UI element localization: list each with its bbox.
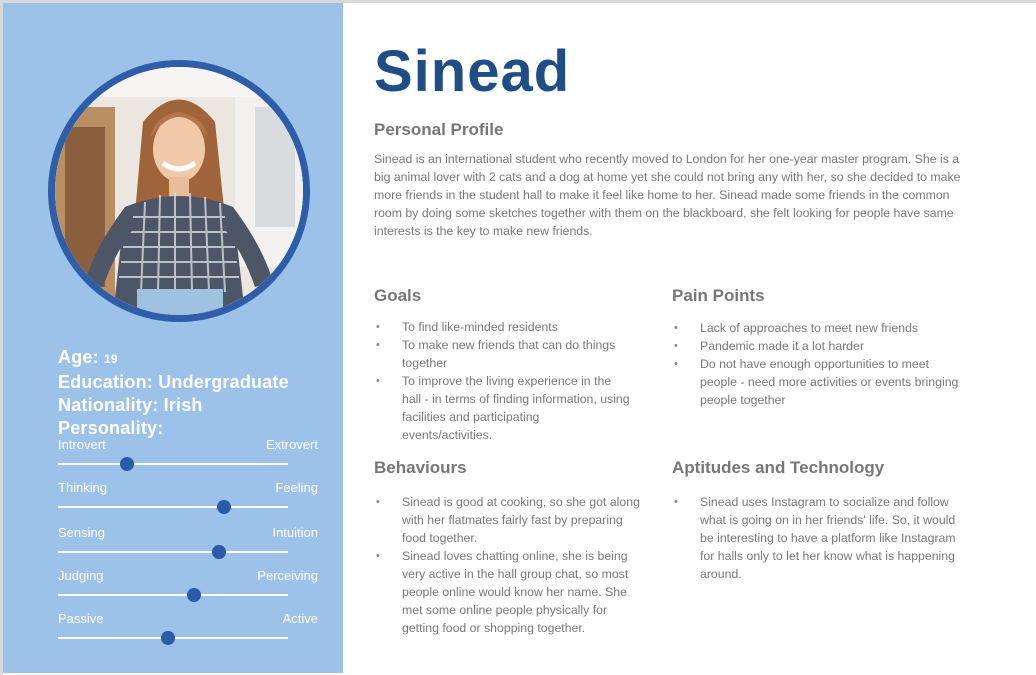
goal-item: • To find like-minded residents [374,318,632,336]
slider-left-label: Thinking [58,480,108,495]
slider-knob [187,588,201,602]
pain-points-list [672,319,962,409]
slider-track [58,551,288,553]
education-line: Education: Undergraduate [58,372,289,392]
slider-left-label: Sensing [58,525,105,540]
aptitude-item: • Sinead uses Instagram to socialize and follow what is going on in her friends' life. So, it would be interesting to have a platform like Instagram for halls only to let her know what is happening around. [672,493,957,583]
slider-right-label: Feeling [275,480,318,495]
goals-list [374,318,632,444]
slider-left-label: Introvert [58,437,106,452]
slider-knob [217,500,231,514]
slider-track [58,463,288,465]
personality-slider [58,568,318,612]
behaviours-heading: Behaviours [374,458,467,477]
slider-knob [161,631,175,645]
slider-track [58,594,288,596]
persona-sidebar [3,3,343,673]
profile-heading: Personal Profile [374,120,504,139]
pain-point-item: • Pandemic made it a lot harder [672,337,962,355]
age-line [58,346,289,371]
personality-slider [58,525,318,569]
slider-right-label: Intuition [272,525,318,540]
profile-text: Sinead is an international student who recently moved to London for her one-year master program. She is a big animal lover with 2 cats and a dog at home yet she could not bring any with her, so she decided to make more friends in the student hall to make it feel like home to her. Sinead made some friends in the common room by doing some sketches together with them on the blackboard, she felt looking for people have same interests is the key to make new friends. [374,152,961,238]
age-label: Age: [58,347,99,367]
persona-facts [58,346,289,440]
slider-left-label: Judging [58,568,104,583]
pain-point-item: • Do not have enough opportunities to meet people - need more activities or events bringing people together [672,355,962,409]
behaviour-item: • Sinead loves chatting online, she is being very active in the hall group chat, so most people online would know her name. She met some online people physically for getting food or shopping together. [374,547,644,637]
aptitudes-list [672,493,957,583]
persona-photo-illustration [55,67,303,315]
behaviours-list [374,493,644,637]
goal-item: • To improve the living experience in the hall - in terms of finding information, using facilities and participating events/activities. [374,372,632,444]
slider-left-label: Passive [58,611,104,626]
aptitudes-heading: Aptitudes and Technology [672,458,885,477]
persona-photo [55,67,303,315]
slider-right-label: Active [282,611,318,626]
nationality-line: Nationality: Irish [58,395,203,415]
personality-slider [58,611,318,655]
slider-knob [212,545,226,559]
age-value: 19 [104,352,118,366]
personality-slider [58,437,318,481]
slider-track [58,506,288,508]
avatar [48,60,310,322]
pain-points-heading: Pain Points [672,286,765,305]
pain-point-item: • Lack of approaches to meet new friends [672,319,962,337]
behaviour-item: • Sinead is good at cooking, so she got along with her flatmates fairly fast by preparing food together. [374,493,644,547]
personality-heading: Personality: [58,418,164,438]
personality-slider [58,480,318,524]
slider-right-label: Extrovert [265,437,318,452]
goals-heading: Goals [374,286,422,305]
persona-name: Sinead [374,39,571,104]
slider-knob [120,457,134,471]
slider-right-label: Perceiving [257,568,318,583]
goal-item: • To make new friends that can do things together [374,336,632,372]
